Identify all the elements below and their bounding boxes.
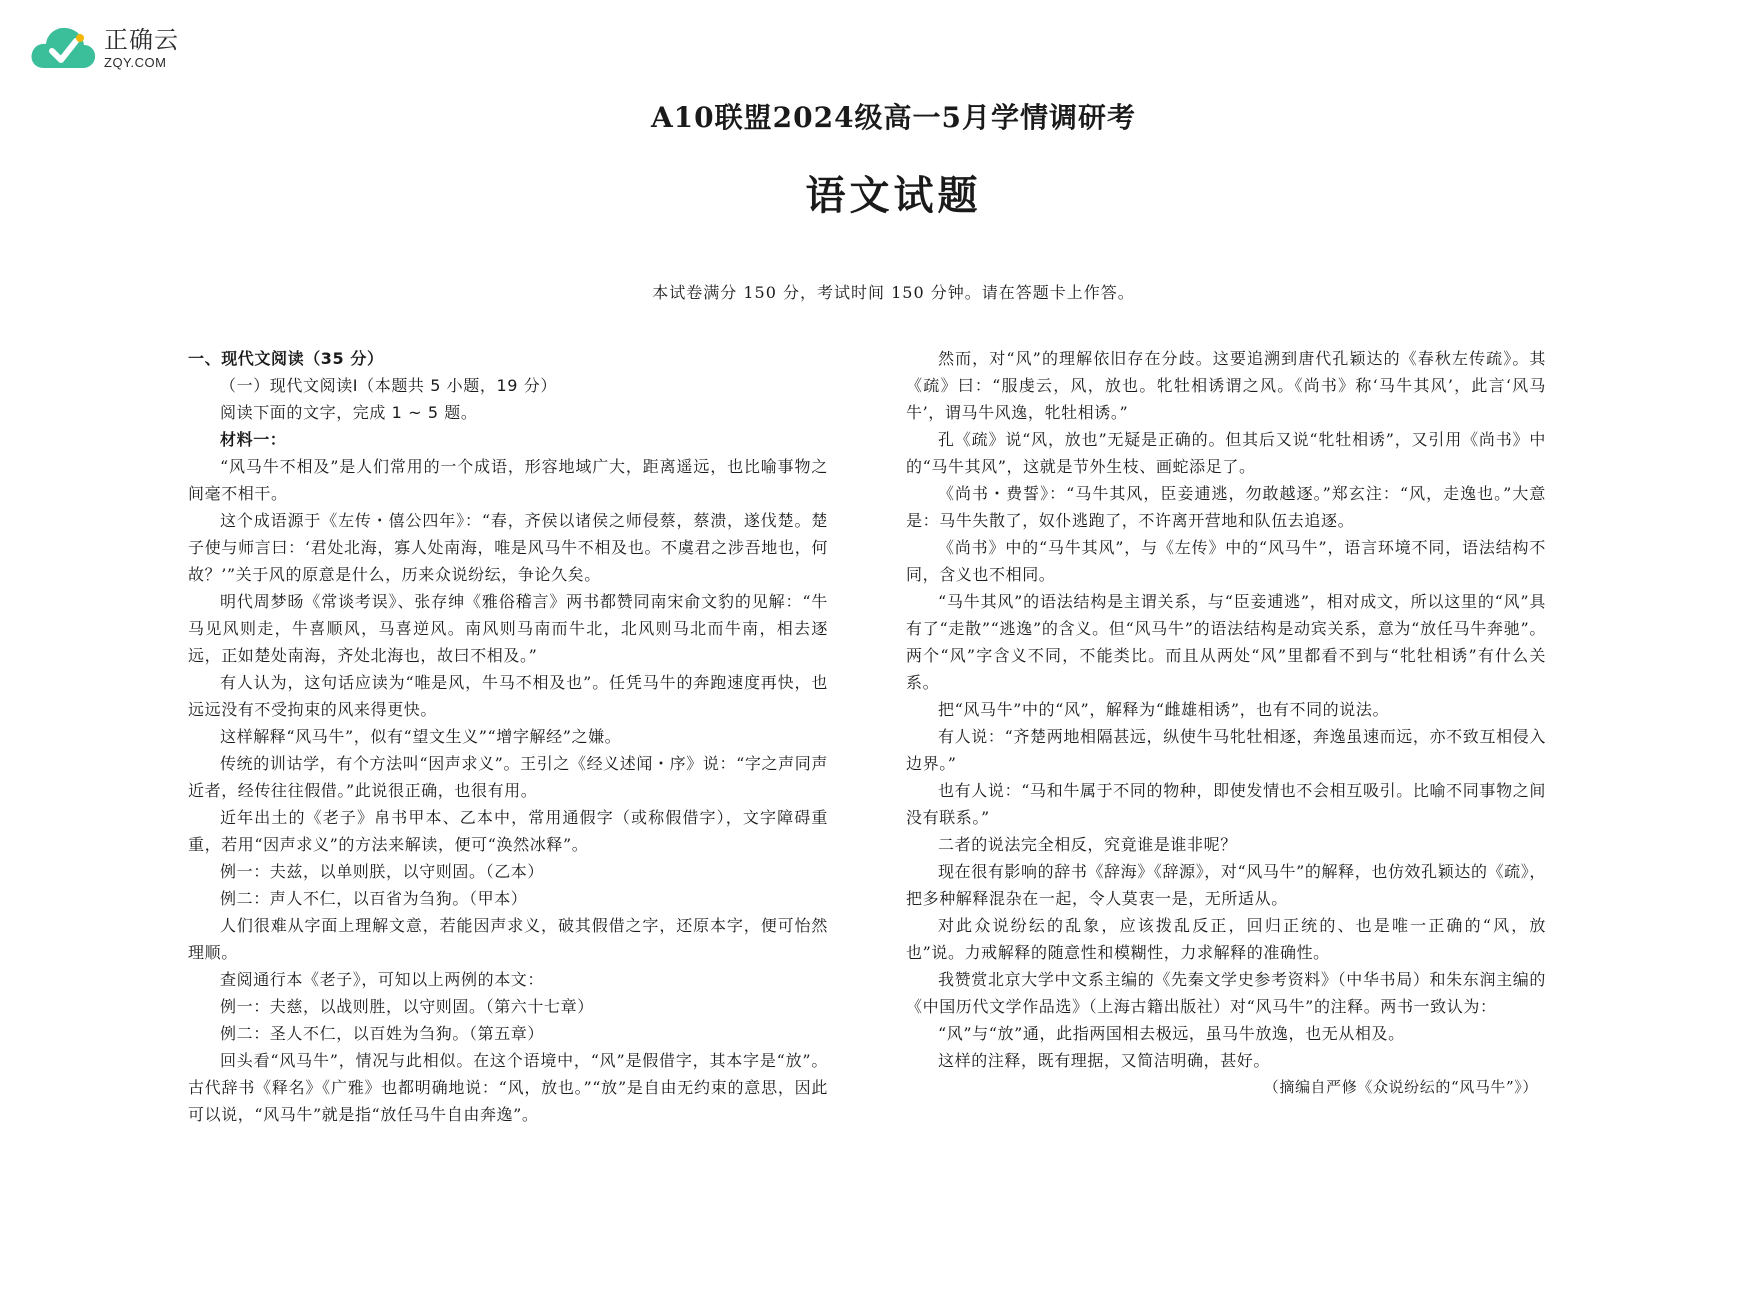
paragraph: 这样解释“风马牛”，似有“望文生义”“增字解经”之嫌。	[220, 727, 622, 746]
paragraph: “马牛其风”的语法结构是主谓关系，与“臣妾逋逃”，相对成文，所以这里的“风”具有了“走散”“逃逸”的含义。但“风马牛”的语法结构是动宾关系，意为“放任马牛奔驰”。两个“风”字含义不同，不能类比。而且从两处“风”里都看不到与“牝牡相诱”有什么关系。	[906, 592, 1546, 692]
paragraph: “风”与“放”通，此指两国相去极远，虽马牛放逸，也无从相及。	[938, 1024, 1405, 1043]
sub-heading: （一）现代文阅读Ⅰ（本题共 5 小题，19 分）	[220, 376, 557, 395]
paragraph: 有人说：“齐楚两地相隔甚远，纵使牛马牝牡相逐，奔逸虽速而远，亦不致互相侵入边界。”	[906, 727, 1546, 773]
paragraph: 把“风马牛”中的“风”，解释为“雌雄相诱”，也有不同的说法。	[938, 700, 1390, 719]
paragraph: 然而，对“风”的理解依旧存在分歧。这要追溯到唐代孔颖达的《春秋左传疏》。其《疏》曰：“服虔云，风，放也。牝牡相诱谓之风。《尚书》称‘马牛其风’，此言‘风马牛’，谓马牛风逸，牝牡相诱。”	[906, 349, 1546, 422]
paragraph: 人们很难从字面上理解文意，若能因声求义，破其假借之字，还原本字，便可怡然理顺。	[188, 916, 828, 962]
paragraph: 这个成语源于《左传・僖公四年》：“春，齐侯以诸侯之师侵蔡，蔡溃，遂伐楚。楚子使与师言曰：‘君处北海，寡人处南海，唯是风马牛不相及也。不虞君之涉吾地也，何故？’”关于风的原意是什么，历来众说纷纭，争论久矣。	[188, 511, 828, 584]
paragraph: 有人认为，这句话应读为“唯是风，牛马不相及也”。任凭马牛的奔跑速度再快，也远远没有不受拘束的风来得更快。	[188, 673, 828, 719]
read-instruction: 阅读下面的文字，完成 1 ~ 5 题。	[220, 403, 478, 422]
subject-title: 语文试题	[805, 172, 982, 219]
paragraph: 孔《疏》说“风，放也”无疑是正确的。但其后又说“牝牡相诱”，又引用《尚书》中的“马牛其风”，这就是节外生枝、画蛇添足了。	[906, 430, 1546, 476]
paragraph: 《尚书・费誓》：“马牛其风，臣妾逋逃，勿敢越逐。”郑玄注：“风，走逸也。”大意是：马牛失散了，奴仆逃跑了，不许离开营地和队伍去追逐。	[906, 484, 1546, 530]
paragraph: 近年出土的《老子》帛书甲本、乙本中，常用通假字（或称假借字），文字障碍重重，若用“因声求义”的方法来解读，便可“涣然冰释”。	[188, 808, 828, 854]
section-heading: 一、现代文阅读（35 分）	[188, 349, 384, 368]
exam-instructions: 本试卷满分 150 分，考试时间 150 分钟。请在答题卡上作答。	[652, 283, 1135, 302]
example-line: 例二：圣人不仁，以百姓为刍狗。（第五章）	[220, 1024, 545, 1043]
left-column	[188, 345, 828, 1128]
paragraph: 二者的说法完全相反，究竟谁是谁非呢？	[938, 835, 1237, 854]
paragraph: “风马牛不相及”是人们常用的一个成语，形容地域广大，距离遥远，也比喻事物之间毫不相干。	[188, 457, 828, 503]
paragraph: 对此众说纷纭的乱象，应该拨乱反正，回归正统的、也是唯一正确的“风，放也”说。力戒解释的随意性和模糊性，力求解释的准确性。	[906, 916, 1546, 962]
paragraph: 也有人说：“马和牛属于不同的物种，即使发情也不会相互吸引。比喻不同事物之间没有联系。”	[906, 781, 1546, 827]
material-label: 材料一：	[220, 430, 287, 449]
paragraph: 回头看“风马牛”，情况与此相似。在这个语境中，“风”是假借字，其本字是“放”。古代辞书《释名》《广雅》也都明确地说：“风，放也。”“放”是自由无约束的意思，因此可以说，“风马牛”就是指“放任马牛自由奔逸”。	[188, 1051, 828, 1124]
paragraph: 传统的训诂学，有个方法叫“因声求义”。王引之《经义述闻・序》说：“字之声同声近者，经传往往假借。”此说很正确，也很有用。	[188, 754, 828, 800]
exam-title: A10联盟2024级高一5月学情调研考	[650, 101, 1137, 134]
cloud-check-icon	[30, 24, 96, 72]
paragraph: 这样的注释，既有理据，又简洁明确，甚好。	[938, 1051, 1271, 1070]
paragraph: 现在很有影响的辞书《辞海》《辞源》，对“风马牛”的解释，也仿效孔颖达的《疏》，把多种解释混杂在一起，令人莫衷一是，无所适从。	[906, 862, 1546, 908]
paragraph: 明代周梦旸《常谈考误》、张存绅《雅俗稽言》两书都赞同南宋俞文豹的见解：“牛马见风则走，牛喜顺风，马喜逆风。南风则马南而牛北，北风则马北而牛南，相去逐远，正如楚处南海，齐处北海也，故曰不相及。”	[188, 592, 828, 665]
example-line: 例二：声人不仁，以百省为刍狗。（甲本）	[220, 889, 528, 908]
paragraph: 《尚书》中的“马牛其风”，与《左传》中的“风马牛”，语言环境不同，语法结构不同，含义也不相同。	[906, 538, 1546, 584]
right-column	[906, 345, 1546, 1101]
paragraph: 我赞赏北京大学中文系主编的《先秦文学史参考资料》（中华书局）和朱东润主编的《中国历代文学作品选》（上海古籍出版社）对“风马牛”的注释。两书一致认为：	[906, 970, 1546, 1016]
logo-text-cn: 正确云	[104, 25, 179, 54]
paragraph: 查阅通行本《老子》，可知以上两例的本文：	[220, 970, 545, 989]
source-citation: （摘编自严修《众说纷纭的“风马牛”》）	[1263, 1078, 1538, 1096]
example-line: 例一：夫兹，以单则朕，以守则固。（乙本）	[220, 862, 545, 881]
logo-text-en: ZQY.COM	[104, 54, 167, 70]
example-line: 例一：夫慈，以战则胜，以守则固。（第六十七章）	[220, 997, 594, 1016]
site-logo	[30, 24, 179, 72]
